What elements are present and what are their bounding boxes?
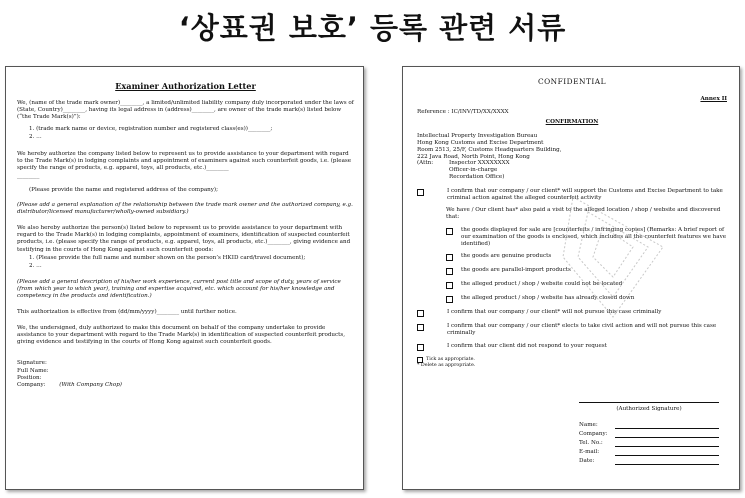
- left-item-person-2: 2. …: [29, 262, 42, 269]
- tel-field: [579, 440, 719, 447]
- checkbox[interactable]: [446, 282, 453, 289]
- footnote-tick-text: Tick as appropriate.: [426, 357, 475, 363]
- address-line: Intellectual Property Investigation Bureau: [417, 133, 538, 140]
- finding-closed-text: the alleged product / shop / website has already closed down: [461, 295, 635, 302]
- left-item-person-1: 1. (Please provide the full name and number shown on the person’s HKID card/travel document);: [29, 254, 306, 261]
- full-name-label: Full Name:: [17, 367, 49, 374]
- authorized-signature-label: (Authorized Signature): [616, 406, 682, 412]
- signature-line: [579, 402, 719, 403]
- tel-label: Tel. No.:: [579, 439, 603, 446]
- checkbox[interactable]: [417, 324, 424, 331]
- left-para-owner: We, (name of the trade mark owner)________, a limited/unlimited liability company duly incorporated under the laws of (State, Country)________, having its legal address in (address)________, are owner of the trade mark(s) listed below (“the Trade Mark(s)”):: [17, 100, 354, 121]
- watermark-stamp-icon: [553, 187, 683, 327]
- attn-label: (Attn:: [417, 160, 434, 167]
- address-line: Room 2513, 25/F, Customs Headquarters Building,: [417, 146, 562, 153]
- examiner-authorization-letter: [5, 66, 364, 490]
- company-label: Company:: [17, 381, 46, 388]
- company-chop-note: (With Company Chop): [59, 381, 122, 388]
- left-para-effective: This authorization is effective from (dd/mm/yyyy)________ until further notice.: [17, 309, 237, 316]
- confirm-no-criminal-text: I confirm that our company / our client* will not pursue this case criminally: [447, 309, 662, 316]
- finding-not-located-text: the alleged product / shop / website could not be located: [461, 281, 623, 288]
- footnote-delete: * Delete as appropriate.: [417, 362, 476, 368]
- finding-counterfeit-text: the goods displayed for sale are [counterfeits / infringing copies] (Remarks: A brief report of our examination of the goods is enclosed, which includes all the counterfeit features we have identified): [461, 226, 727, 247]
- authorized-signature-block: [579, 402, 719, 467]
- company-label-row: [17, 382, 354, 389]
- attn-line: Officer-in-charge: [449, 167, 498, 174]
- checkbox[interactable]: [446, 254, 453, 261]
- left-para-company-authorize: We hereby authorize the company listed below to represent us to provide assistance to your department with regard to the Trade Mark(s) in lodging complaints and appointment of examiners against such counterfeit goods, i.e. (please specify the range of products, e.g. apparel, toys, all products, etc.)________: [17, 150, 352, 171]
- company-label: Company:: [579, 430, 608, 437]
- address-line: Hong Kong Customs and Excise Department: [417, 139, 544, 146]
- confirm-no-response-text: I confirm that our client did not respond to your request: [447, 342, 607, 349]
- reference-line: Reference : IC/INV/TD/XX/XXXX: [417, 108, 509, 115]
- left-item-1: 1. (trade mark name or device, registration number and registered class(es))________;: [29, 126, 273, 133]
- address-block: [417, 133, 727, 181]
- left-para-company-name: (Please provide the name and registered address of the company);: [29, 186, 218, 193]
- left-para-blank: ________: [17, 172, 40, 179]
- company-line: [615, 431, 719, 438]
- confirm-support-text: I confirm that our company / our client* will support the Customs and Excise Department to take criminal action against the alleged counterfeit activity: [447, 187, 723, 201]
- left-para-experience: (Please add a general description of his/her work experience, current post title and scope of duty, years of service (from which year to which year), training and expertise acquired, etc. which account for his/her knowledge and competency in the products and identification.): [17, 278, 341, 299]
- confirmation-form: [402, 66, 740, 490]
- attn-line: Recordation Office): [449, 173, 505, 180]
- confirm-no-response-row: [417, 343, 727, 351]
- attn-line: Inspector XXXXXXXX: [449, 160, 510, 167]
- signature-label: Signature:: [17, 360, 47, 367]
- confirmation-heading: CONFIRMATION: [545, 119, 599, 126]
- email-field: [579, 449, 719, 456]
- company-field: [579, 431, 719, 438]
- checkbox[interactable]: [417, 310, 424, 317]
- left-para-undertake: We, the undersigned, duly authorized to make this document on behalf of the company undertake to provide assistance to your department with regard to the Trade Mark(s) in identification of suspected counterfeit products, giving evidence and testifying in the courts of Hong Kong against such counterfeit goods.: [17, 325, 346, 346]
- finding-genuine-text: the goods are genuine products: [461, 253, 552, 260]
- left-para-person-authorize: We also hereby authorize the person(s) listed below to represent us to provide assistance to your department with regard to the Trade Mark(s) in lodging complaints, appointment of examiners, identification of suspected counterfeit products, i.e. (please specify the range of products, e.g. apparel, toys, all products, etc.)________, giving evidence and testifying in the courts of Hong Kong against such counterfeit goods:: [17, 225, 351, 253]
- name-line: [615, 422, 719, 429]
- email-line: [615, 449, 719, 456]
- name-label: Name:: [579, 421, 598, 428]
- checkbox[interactable]: [446, 228, 453, 235]
- confirm-civil-text: I confirm that our company / our client* elects to take civil action and will not pursue this case criminally: [447, 323, 717, 337]
- checkbox[interactable]: [446, 268, 453, 275]
- checkbox[interactable]: [446, 296, 453, 303]
- checkbox[interactable]: [417, 344, 424, 351]
- footnotes: [417, 357, 727, 369]
- finding-parallel-text: the goods are parallel-import products: [461, 267, 571, 274]
- annex-label: Annex II: [700, 95, 727, 102]
- left-para-relationship: (Please add a general explanation of the relationship between the trade mark owner and the authorized company, e.g. distributor/licensed manufacturer/wholly-owned subsidiary.): [17, 202, 353, 216]
- visit-intro-text: We have / Our client has* also paid a visit to the alleged location / shop / website and discovered that:: [446, 207, 721, 221]
- left-item-2: 2. …: [29, 134, 42, 141]
- date-line: [615, 458, 719, 465]
- tel-line: [615, 440, 719, 447]
- name-field: [579, 422, 719, 429]
- checkbox[interactable]: [417, 189, 424, 196]
- confidential-header: CONFIDENTIAL: [537, 77, 607, 86]
- address-line: 222 Java Road, North Point, Hong Kong: [417, 153, 530, 160]
- email-label: E-mail:: [579, 448, 600, 455]
- date-label: Date:: [579, 457, 595, 464]
- page-title: ‘상표권 보호’ 등록 관련 서류: [178, 11, 567, 45]
- attn-block: [417, 160, 727, 180]
- position-label: Position:: [17, 374, 42, 381]
- left-signature-block: [17, 360, 354, 388]
- date-field: [579, 458, 719, 465]
- left-doc-heading: Examiner Authorization Letter: [115, 81, 256, 91]
